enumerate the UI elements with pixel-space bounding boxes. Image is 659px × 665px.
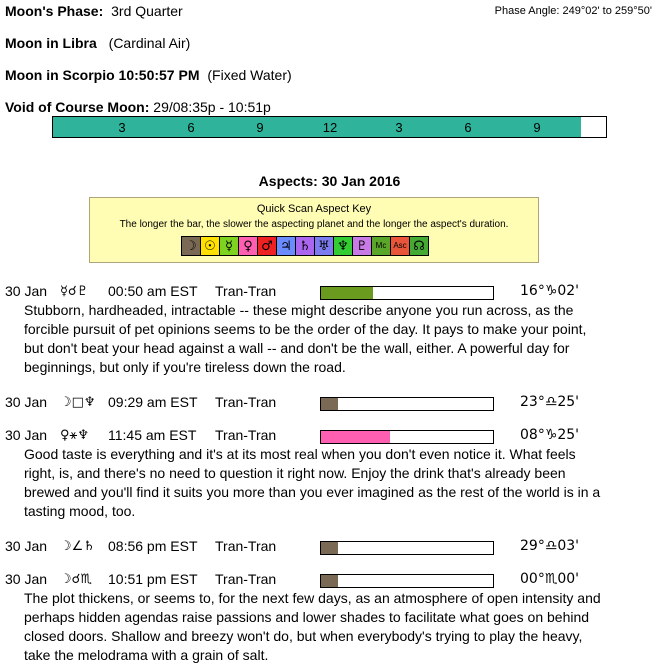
aspect-glyphs: ☿☌♇ [60,284,89,299]
phase-angle: Phase Angle: 249°02' to 259°50' [494,5,652,17]
void-bar-tick-label: 12 [322,120,338,135]
aspect-duration-bar [320,574,494,588]
aspect-duration-bar [320,397,494,411]
aspect-row [5,427,655,447]
aspect-key-title: Quick Scan Aspect Key [256,203,372,215]
aspect-date: 30 Jan [5,538,48,554]
aspect-date: 30 Jan [5,427,48,443]
aspect-time: 11:45 am EST [108,427,197,443]
moon-in-scorpio-line [5,67,292,83]
aspect-duration-bar [320,541,494,555]
moon-in-scorpio-label: Moon in Scorpio 10:50:57 PM [5,67,200,83]
aspect-row [5,283,655,303]
aspect-type: Tran-Tran [215,427,277,443]
aspect-description-line: forcible pursuit of pet opinions seems to be the order of the day. It pays to make your point, [24,321,587,337]
moon-phase-line [5,3,183,19]
aspect-description [24,589,601,665]
venus-icon: ♀ [239,237,258,255]
aspect-type: Tran-Tran [215,571,277,587]
aspect-type: Tran-Tran [215,394,277,410]
mercury-icon: ☿ [220,237,239,255]
aspect-description-line: Stubborn, hardheaded, intractable -- these might describe anyone you run across, as the [24,302,574,318]
moon-phase-label: Moon's Phase: [5,3,104,19]
aspect-position: 23°♎25' [520,394,580,410]
aspect-glyphs: ☽□♆ [60,395,96,410]
moon-in-libra-value: (Cardinal Air) [108,35,191,51]
aspect-date: 30 Jan [5,571,48,587]
aspect-duration-fill [321,542,338,554]
aspects-title: Aspects: 30 Jan 2016 [258,173,401,189]
aspect-description-line: brewed and you'll find it suits you more than you ever imagined as the rest of the world is in a [24,484,601,500]
aspect-description-line: but don't beat your head against a wall -- and don't be the wall, either. A powerful day for [24,340,570,356]
aspect-description-line: closed doors. Shallow and breezy won't do, but when everybody's trying to play the heavy, [24,628,583,644]
aspect-duration-fill [321,575,338,587]
aspect-type: Tran-Tran [215,538,277,554]
aspect-duration-bar [320,286,494,300]
aspect-row [5,394,655,414]
saturn-icon: ♄ [296,237,315,255]
aspect-description-line: right, is, and there's no need to question it right now. Enjoy the drink that's already been [24,465,566,481]
void-of-course-label: Void of Course Moon: [5,99,150,115]
neptune-icon: ♆ [334,237,353,255]
node-icon: ☊ [410,237,428,255]
sun-icon: ☉ [201,237,220,255]
aspect-description-line: The plot thickens, or seems to, for the next few days, as an atmosphere of open intensity and [24,590,601,606]
aspect-date: 30 Jan [5,394,48,410]
moon-icon: ☽ [182,237,201,255]
void-bar-tick-label: 9 [256,120,264,135]
aspect-duration-bar [320,430,494,444]
void-of-course-bar [52,116,607,138]
aspect-time: 10:51 pm EST [108,571,198,587]
void-bar-tick-label: 3 [118,120,126,135]
aspect-key-description: The longer the bar, the slower the aspecting planet and the longer the aspect's duration. [119,219,509,230]
aspect-position: 29°♎03' [520,538,580,554]
aspect-glyphs: ☽∠♄ [60,539,95,554]
aspect-position: 00°♏00' [520,571,580,587]
aspect-duration-fill [321,287,373,299]
aspect-date: 30 Jan [5,283,48,299]
aspect-position: 08°♑25' [520,427,580,443]
aspect-description [24,301,586,377]
void-bar-tick-label: 3 [395,120,403,135]
aspect-time: 08:56 pm EST [108,538,198,554]
moon-phase-value: 3rd Quarter [111,3,183,19]
aspect-description [24,445,600,521]
aspect-description-line: tasting mood, too. [24,503,136,519]
mars-icon: ♂ [258,237,277,255]
moon-in-libra-line [5,35,190,51]
aspect-time: 00:50 am EST [108,283,198,299]
aspect-glyphs: ☽☌♏ [60,572,93,587]
void-of-course-value: 29/08:35p - 10:51p [153,99,271,115]
aspect-duration-fill [321,398,338,410]
aspect-description-line: take the melodrama with a grain of salt. [24,647,269,663]
void-bar-tick-label: 9 [533,120,541,135]
moon-in-scorpio-value: (Fixed Water) [207,67,292,83]
aspect-key-box [89,197,539,263]
aspect-time: 09:29 am EST [108,394,198,410]
void-bar-tick-label: 6 [464,120,472,135]
aspect-description-line: perhaps hidden agendas raise passions and lower shades to facilitate what goes on behind [24,609,590,625]
aspect-description-line: Good taste is everything and it's at its most real when you don't even notice it. What feels [24,446,576,462]
void-bar-tick-label: 6 [187,120,195,135]
jupiter-icon: ♃ [277,237,296,255]
uranus-icon: ♅ [315,237,334,255]
pluto-icon: ♇ [353,237,372,255]
moon-in-libra-label: Moon in Libra [5,35,97,51]
aspect-row [5,538,655,558]
aspect-glyphs: ♀⚹♆ [60,428,89,443]
aspect-type: Tran-Tran [215,283,277,299]
midheaven-label: Mc [372,237,391,255]
ascendant-label: Asc [391,237,410,255]
aspect-duration-fill [321,431,390,443]
aspect-key-swatches [181,236,429,256]
void-of-course-line [5,99,271,115]
aspect-position: 16°♑02' [520,283,580,299]
aspect-row [5,571,655,591]
aspect-description-line: beginnings, but only if you're tireless down the road. [24,359,346,375]
